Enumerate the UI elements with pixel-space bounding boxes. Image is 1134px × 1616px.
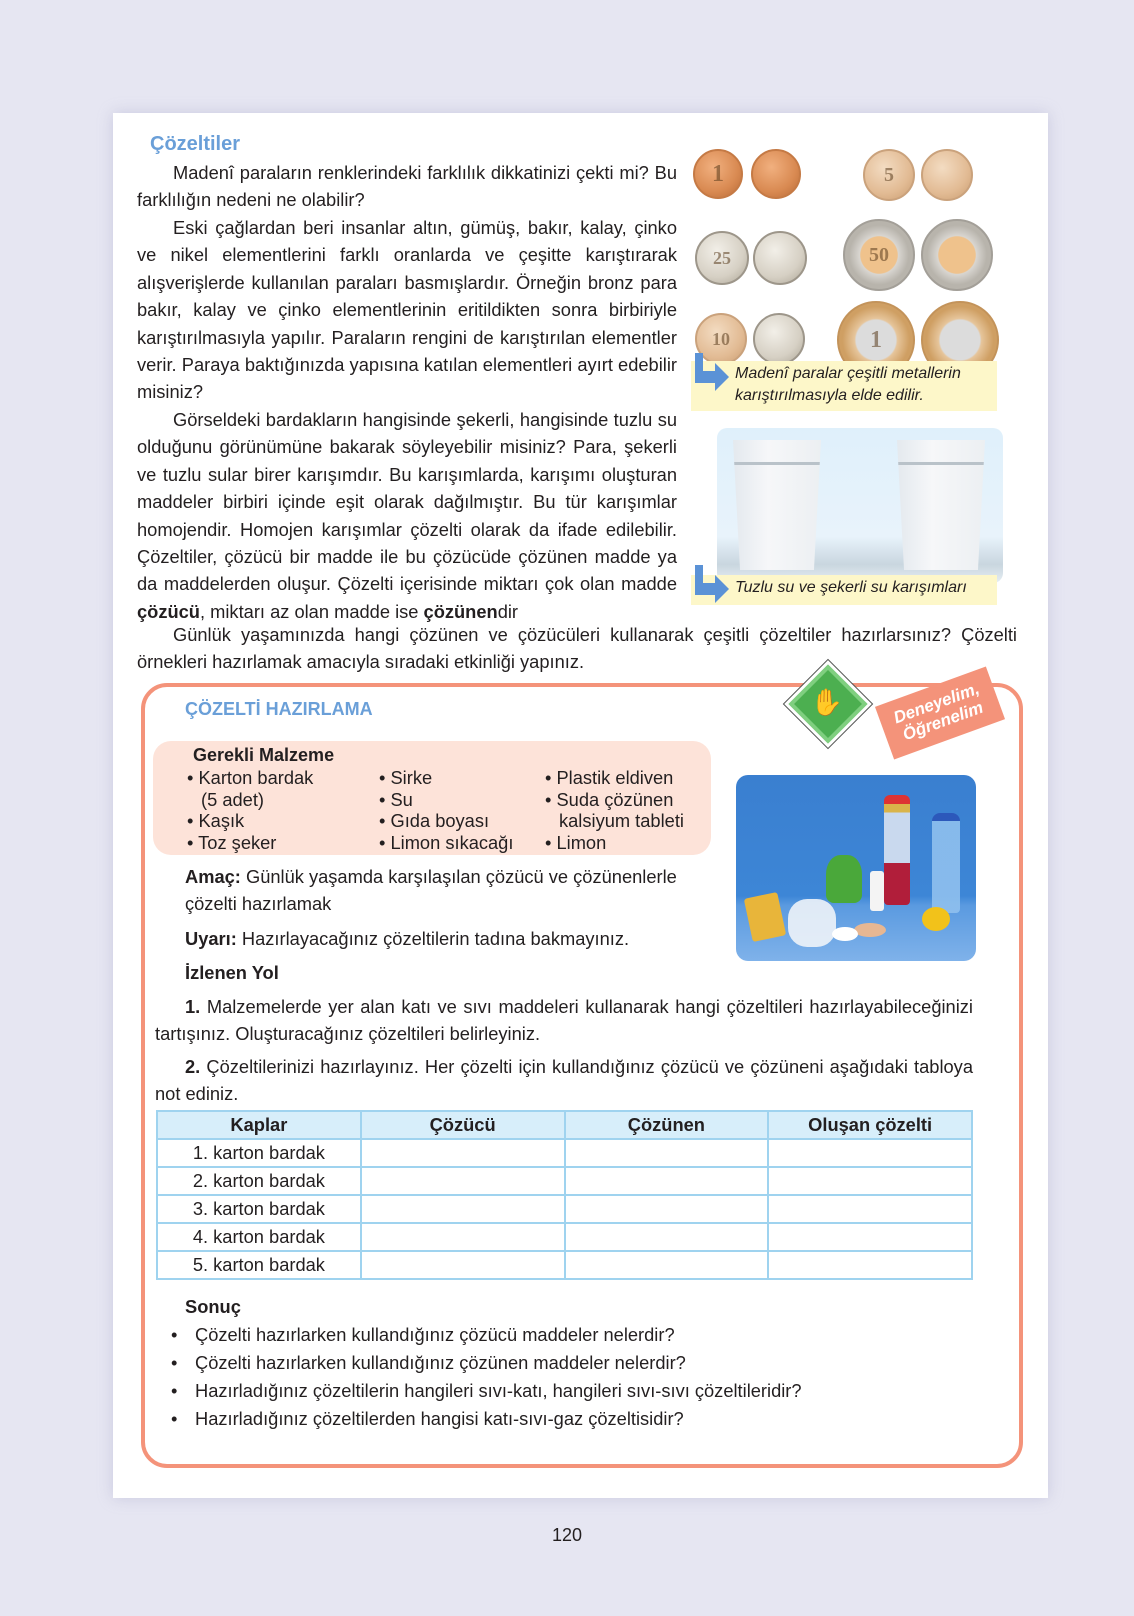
material-item: • Limon sıkacağı [379,831,514,853]
solution-cell[interactable] [768,1195,972,1223]
material-item: kalsiyum tableti [559,810,684,832]
glasses-caption [691,575,997,605]
results-table [156,1110,973,1280]
step-1 [155,993,973,1047]
plastic-glove [788,899,836,947]
table-row [157,1195,972,1223]
container-cell: 3. karton bardak [157,1195,361,1223]
result-question: • Çözelti hazırlarken kullandığınız çözünen maddeler nelerdir? [171,1349,802,1377]
table-row [157,1167,972,1195]
material-item: • Suda çözünen [545,788,674,810]
solution-cell[interactable] [768,1139,972,1167]
solution-cell[interactable] [768,1251,972,1279]
paragraph-2: Eski çağlardan beri insanlar altın, gümüş, bakır, kalay, çinko ve nikel elementlerini farklı oranlarda ve çeşitte karıştırarak alışverişlerde kullanılan paraları basmışlardır. Örneğin bronz para bakır, kalay ve çinko elementlerinin eritildikten sonra birbiriyle karıştırılmasıyla yapılır. Paraların rengini de karıştırılan elementler verir. Paraya baktığınızda yapısına katılan elementleri ayırt edebilir misiniz? [137,217,677,403]
section-title-wrap [150,133,240,156]
water-bottle [932,813,960,913]
material-item: • Gıda boyası [379,810,490,832]
materials-heading: Gerekli Malzeme [193,745,335,765]
container-cell: 1. karton bardak [157,1139,361,1167]
materials-column-3 [545,767,684,853]
coins-caption-text: Madenî paralar çeşitli metallerin karıştırılmasıyla elde edilir. [735,365,961,404]
coin-50-kurus-back [921,219,993,291]
activity-title: ÇÖZELTİ HAZIRLAMA [185,699,373,719]
coin-5-kurus-back [921,149,973,201]
paragraph-3 [137,406,677,625]
caption-arrow-icon [691,353,731,393]
glasses-caption-text: Tuzlu su ve şekerli su karışımları [735,579,967,596]
solvent-cell[interactable] [361,1139,565,1167]
glasses-photo [717,428,1003,583]
coins-caption [691,361,997,411]
warning-label: Uyarı: [185,928,237,949]
aim-paragraph [185,863,725,917]
warning-paragraph [185,925,745,952]
aim-text: Günlük yaşamda karşılaşılan çözücü ve çözünenlerle çözelti hazırlamak [185,866,677,914]
solvent-cell[interactable] [361,1195,565,1223]
warning-text: Hazırlayacağınız çözeltilerin tadına bakmayınız. [236,928,630,949]
step-text: Çözeltilerinizi hazırlayınız. Her çözelti için kullandığınız çözücü ve çözüneni aşağıdaki tabloya not ediniz. [155,1056,973,1104]
materials-column-1 [187,767,313,853]
activity-ribbon: Deneyelim, Öğrenelim [875,667,1005,760]
section-title: Çözeltiler [150,133,241,155]
solute-cell[interactable] [565,1251,769,1279]
paragraph-3-text: Görseldeki bardakların hangisinde şekerli, hangisinde tuzlu su olduğunu görünümüne bakarak söyleyebilir misiniz? Para, şekerli ve tuzlu sular birer karışımdır. Bu karışımlarda, karışımı oluşturan maddeler birbiri içinde eşit olarak dağılmıştır. Bu tür karışımlar homojendir. Homojen karışımlar çözelti olarak da ifade edilebilir. Çözeltiler, çözücü bir madde ile bu çözücüde çözünen madde ya da maddelerden oluşur. Çözelti içerisinde miktarı çok olan madde [137,409,677,595]
gloves-icon: ✋ [810,687,844,717]
solvent-cell[interactable] [361,1223,565,1251]
coin-10-kurus-back [753,313,805,365]
page-number: 120 [551,1525,583,1545]
solute-cell[interactable] [565,1139,769,1167]
column-header: Çözücü [361,1111,565,1139]
material-item: • Kaşık [187,810,245,832]
column-header: Çözünen [565,1111,769,1139]
textbook-page [113,113,1048,1498]
table-header-row [157,1111,972,1139]
container-cell: 4. karton bardak [157,1223,361,1251]
term-cozucu: çözücü [137,600,200,622]
intro-paragraph: Günlük yaşamınızda hangi çözünen ve çözücüleri kullanarak çeşitli çözeltiler hazırlarsınız? Çözelti örnekleri hazırlamak amacıyla sıradaki etkinliği yapınız. [137,624,1017,673]
coin-10-kurus: 10 [695,313,747,365]
table-row [157,1223,972,1251]
material-item: • Toz şeker [187,831,277,853]
material-item: • Plastik eldiven [545,767,674,788]
column-header: Oluşan çözelti [768,1111,972,1139]
solvent-cell[interactable] [361,1167,565,1195]
coin-5-kurus: 5 [863,149,915,201]
coin-1-kurus-back [751,149,801,199]
coin-1-lira: 1 [837,301,915,379]
materials-column-2 [379,767,513,853]
solution-cell[interactable] [768,1167,972,1195]
materials-box [153,741,711,855]
container-cell: 5. karton bardak [157,1251,361,1279]
lemon-squeezer [826,855,862,903]
solvent-cell[interactable] [361,1251,565,1279]
glass-right [897,440,985,570]
paragraph-3-mid: , miktarı az olan madde ise [199,600,424,622]
aim-label: Amaç: [185,866,241,887]
coin-25-kurus: 25 [695,231,749,285]
materials-photo [736,775,976,961]
container-cell: 2. karton bardak [157,1167,361,1195]
lemon [922,907,950,931]
coin-1-kurus: 1 [693,149,743,199]
solution-cell[interactable] [768,1223,972,1251]
glass-left [733,440,821,570]
solute-cell[interactable] [565,1167,769,1195]
result-question: • Hazırladığınız çözeltilerin hangileri sıvı-katı, hangileri sıvı-sıvı çözeltileridir? [171,1377,802,1405]
table-row [157,1251,972,1279]
table-row [157,1139,972,1167]
food-dye-bottle [870,871,884,911]
material-item: (5 adet) [201,788,265,810]
solute-cell[interactable] [565,1223,769,1251]
caption-arrow-icon [691,565,731,605]
calcium-tablets [854,923,886,937]
column-header: Kaplar [157,1111,361,1139]
paper-cup [744,892,786,942]
material-item: • Limon [545,831,607,853]
sugar-plate [832,927,858,941]
term-cozunen: çözünen [423,600,498,622]
procedure-heading: İzlenen Yol [185,962,279,983]
coin-25-kurus-back [753,231,807,285]
coins-figure [693,141,1003,381]
result-question: • Hazırladığınız çözeltilerden hangisi katı-sıvı-gaz çözeltisidir? [171,1405,802,1433]
result-heading: Sonuç [185,1296,241,1317]
result-question: • Çözelti hazırlarken kullandığınız çözücü maddeler nelerdir? [171,1321,802,1349]
material-item: • Sirke [379,767,433,788]
vinegar-bottle [884,795,910,905]
solute-cell[interactable] [565,1195,769,1223]
coin-50-kurus: 50 [843,219,915,291]
material-item: • Su [379,788,413,810]
material-item: • Karton bardak [187,767,314,788]
step-number: 1. [185,996,201,1017]
result-questions [171,1321,802,1433]
step-number: 2. [185,1056,201,1077]
paragraph-1: Madenî paraların renklerindeki farklılık dikkatinizi çekti mi? Bu farklılığın nedeni ne olabilir? [137,162,677,211]
step-text: Malzemelerde yer alan katı ve sıvı maddeleri kullanarak hangi çözeltileri hazırlayabileceğinizi tartışınız. Oluşturacağınız çözeltileri belirleyiniz. [155,996,973,1044]
step-2 [155,1053,973,1107]
paragraph-3-end: dir [497,600,519,622]
